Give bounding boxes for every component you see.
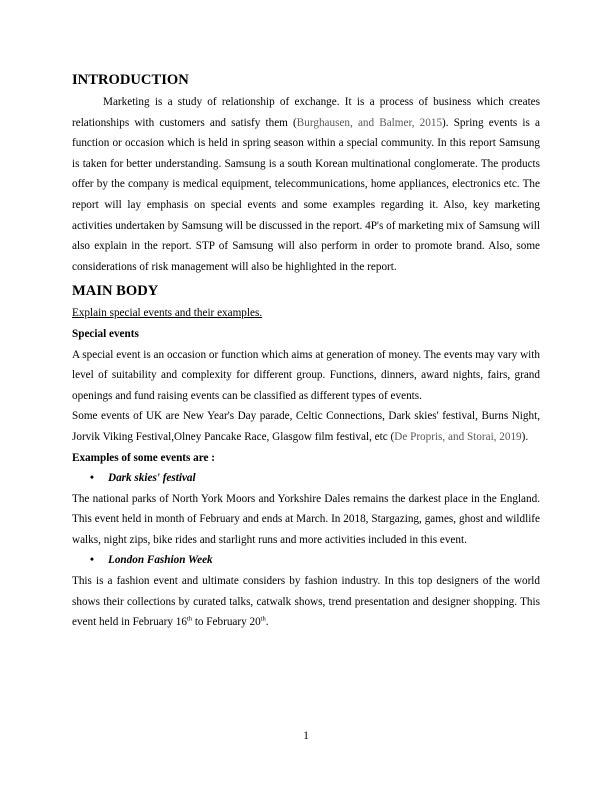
bullet-icon: • [90, 554, 94, 567]
intro-text-a: Marketing is a study of relationship of exchange. It is a process of business which creates relationships with customers and satisfy them ( [72, 96, 540, 129]
special-events-heading: Special events [72, 327, 139, 340]
page-number: 1 [303, 730, 309, 742]
uk-events-text-b: ). [521, 430, 529, 443]
bullet-icon: • [90, 472, 94, 485]
introduction-paragraph [72, 92, 540, 277]
main-body-heading: MAIN BODY [72, 283, 159, 300]
event-2-text-b: to February 20 [192, 616, 261, 629]
event-2-paragraph [72, 571, 540, 633]
event-2-text-c: . [265, 616, 269, 629]
examples-heading: Examples of some events are : [72, 451, 216, 464]
uk-events-paragraph [72, 406, 540, 447]
special-events-paragraph: A special event is an occasion or function which aims at generation of money. The events may vary with level of suitability and complexity for different group. Functions, dinners, award nights, fairs, grand openings and fund raising events can be classified as different types of events. [72, 348, 540, 402]
introduction-heading: INTRODUCTION [72, 72, 189, 88]
event-1-title: Dark skies' festival [108, 472, 196, 485]
ordinal-suffix: th [260, 615, 266, 623]
event-2-title: London Fashion Week [108, 554, 213, 567]
task-title: Explain special events and their examples. [72, 307, 263, 320]
event-2-text-a: This is a fashion event and ultimate considers by fashion industry. In this top designers of the world shows their collections by curated talks, catwalk shows, trend presentation and designer shopping. This event held in February 16 [72, 575, 540, 629]
ordinal-suffix: th [186, 615, 193, 623]
citation-burghausen: Burghausen, and Balmer, 2015 [296, 116, 443, 129]
document-page [72, 70, 540, 633]
bullet-item-london-fashion-week [72, 550, 540, 571]
event-1-paragraph: The national parks of North York Moors and Yorkshire Dales remains the darkest place in the England. This event held in month of February and ends at March. In 2018, Stargazing, games, ghost and wildlife walks, night zips, bike rides and starlight runs and more activities included in this event. [72, 492, 540, 546]
intro-text-b: ). Spring events is a function or occasion which is held in spring season within a special community. In this report Samsung is taken for better understanding. Samsung is a south Korean multinational conglomerate. The products offer by the company is medical equipment, telecommunications, home appliances, electronics etc. The report will lay emphasis on special events and some examples regarding it. Also, key marketing activities undertaken by Samsung will be discussed in the report. 4P's of marketing mix of Samsung will also explain in the report. STP of Samsung will also perform in order to promote brand. Also, some considerations of risk management will also be highlighted in the report. [72, 116, 540, 273]
uk-events-text-a: Some events of UK are New Year's Day parade, Celtic Connections, Dark skies' festival, Burns Night, Jorvik Viking Festival,Olney Pancake Race, Glasgow film festival, etc ( [72, 410, 540, 443]
bullet-item-dark-skies [72, 468, 540, 489]
citation-de-propris: De Propris, and Storai, 2019 [394, 430, 522, 443]
